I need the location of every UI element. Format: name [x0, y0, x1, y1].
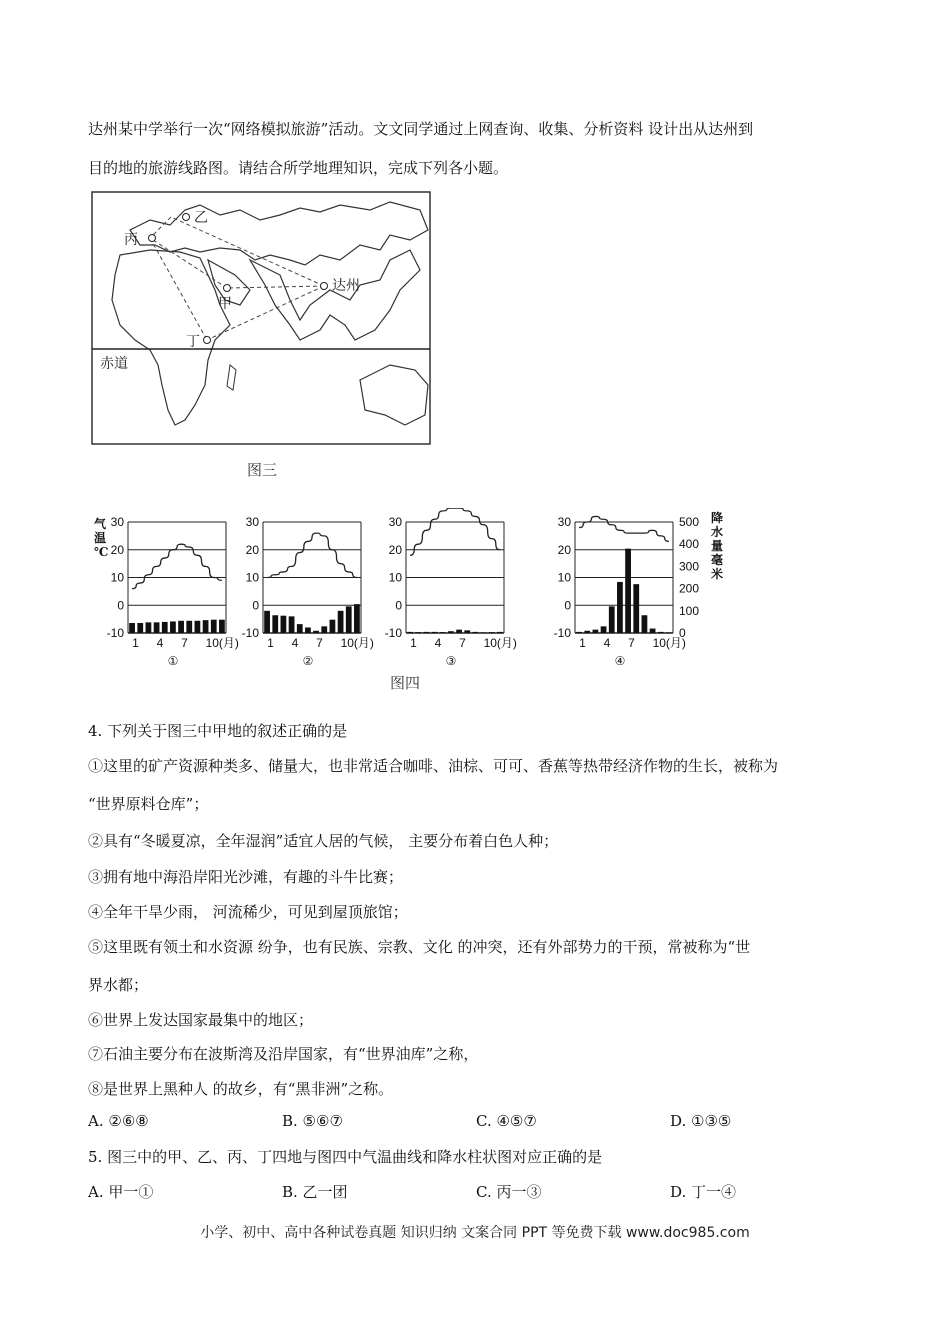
temp-tick-label: -10	[553, 626, 571, 640]
precip-bar	[211, 620, 217, 633]
precip-bar	[281, 616, 287, 633]
month-tick-label: 4	[156, 636, 164, 650]
climate-charts	[88, 508, 728, 678]
precip-bar	[456, 630, 462, 633]
point-jia	[224, 285, 231, 292]
world-map-figure	[90, 190, 432, 446]
precip-tick-label: 300	[679, 559, 700, 574]
month-tick-label: 1	[410, 636, 417, 650]
precip-bar	[642, 615, 648, 633]
q4-statement-1b: “世界原料仓库”；	[88, 795, 209, 813]
chart-number-label: ①	[167, 654, 179, 668]
precip-bar	[584, 631, 590, 633]
precip-bar	[137, 623, 143, 633]
q4-option-c[interactable]: C. ④⑤⑦	[476, 1112, 537, 1130]
precip-bar	[448, 631, 454, 633]
precip-tick-label: 200	[679, 581, 700, 596]
temp-tick-label: 0	[117, 598, 124, 613]
precip-bar	[497, 632, 503, 633]
precip-bar	[601, 626, 607, 633]
q4-statement-2: ②具有“冬暖夏凉，全年湿润”适宜人居的气候， 主要分布着白色人种；	[88, 832, 559, 850]
label-dazhou: 达州	[332, 278, 360, 294]
month-tick-label: 10(月)	[205, 636, 239, 650]
y-right-label-char: 米	[711, 567, 724, 581]
precip-bar	[305, 627, 311, 633]
month-tick-label: 7	[459, 636, 466, 650]
temp-tick-label: 20	[245, 542, 259, 557]
temp-tick-label: 30	[388, 515, 402, 529]
temp-tick-label: 30	[245, 515, 259, 529]
temp-tick-label: -10	[384, 626, 402, 640]
precip-tick-label: 400	[679, 537, 700, 552]
intro-line-2: 目的地的旅游线路图。请结合所学地理知识，完成下列各小题。	[88, 159, 509, 177]
page-footer: 小学、初中、高中各种试卷真题 知识归纳 文案合同 PPT 等免费下载 www.doc985.com	[200, 1225, 750, 1241]
month-tick-label: 4	[603, 636, 611, 650]
q5-option-a[interactable]: A. 甲一①	[88, 1183, 154, 1201]
precip-bar	[154, 622, 160, 633]
temp-tick-label: 20	[557, 542, 571, 557]
precip-bar	[424, 632, 430, 633]
y-right-label-char: 水	[711, 525, 724, 539]
precip-bar	[170, 621, 176, 633]
precip-bar	[354, 604, 360, 633]
precip-bar	[186, 621, 192, 633]
label-equator: 赤道	[100, 356, 128, 372]
temperature-curve	[132, 544, 222, 588]
point-yi	[183, 214, 190, 221]
temp-tick-label: 0	[252, 598, 259, 613]
precip-bar	[481, 632, 487, 633]
precip-bar	[473, 632, 479, 633]
precip-tick-label: 0	[679, 626, 686, 640]
y-left-label-char: ℃	[94, 545, 109, 559]
precip-bar	[289, 616, 295, 633]
label-yi: 乙	[194, 210, 208, 226]
precip-bar	[464, 630, 470, 633]
month-tick-label: 1	[267, 636, 274, 650]
precip-bar	[272, 615, 278, 633]
temp-tick-label: 0	[395, 598, 402, 613]
charts-caption: 图四	[390, 674, 421, 692]
precip-bar	[338, 611, 344, 633]
q5-option-c[interactable]: C. 丙一③	[476, 1183, 542, 1201]
precip-bar	[609, 606, 615, 633]
precip-bar	[407, 632, 413, 633]
precip-bar	[489, 632, 495, 633]
precip-bar	[195, 621, 201, 633]
q4-stem: 4. 下列关于图三中甲地的叙述正确的是	[88, 722, 348, 740]
month-tick-label: 7	[181, 636, 188, 650]
point-ding	[204, 337, 211, 344]
precip-bar	[162, 622, 168, 633]
map-caption: 图三	[247, 461, 278, 479]
y-left-label-char: 温	[94, 531, 107, 545]
precip-bar	[432, 632, 438, 633]
month-tick-label: 7	[628, 636, 635, 650]
point-dazhou	[321, 283, 328, 290]
temp-tick-label: -10	[241, 626, 259, 640]
month-tick-label: 4	[434, 636, 442, 650]
temp-tick-label: 30	[557, 515, 571, 529]
label-jia: 甲	[218, 296, 232, 312]
y-left-label-char: 气	[94, 517, 107, 531]
precip-bar	[593, 630, 599, 633]
precip-bar	[297, 624, 303, 633]
precip-bar	[146, 622, 152, 633]
precip-bar	[650, 629, 656, 633]
temp-tick-label: 10	[557, 570, 571, 585]
precip-bar	[625, 549, 631, 633]
precip-bar	[658, 632, 664, 633]
precip-bar	[617, 582, 623, 633]
precip-bar	[440, 632, 446, 633]
q4-statement-8: ⑧是世界上黑种人 的故乡，有“黑非洲”之称。	[88, 1080, 394, 1098]
precip-bar	[203, 620, 209, 633]
precip-tick-label: 500	[679, 515, 700, 529]
q5-stem: 5. 图三中的甲、乙、丙、丁四地与图四中气温曲线和降水柱状图对应正确的是	[88, 1148, 603, 1166]
q4-statement-5a: ⑤这里既有领土和水资源 纷争，也有民族、宗教、文化 的冲突，还有外部势力的干预，常被称为“世	[88, 938, 751, 956]
temp-tick-label: 0	[564, 598, 571, 613]
q5-option-b[interactable]: B. 乙一团	[282, 1183, 348, 1201]
chart-number-label: ②	[302, 654, 314, 668]
precip-bar	[633, 584, 639, 633]
precip-bar	[666, 632, 672, 633]
temp-tick-label: 10	[388, 570, 402, 585]
q4-statement-7: ⑦石油主要分布在波斯湾及沿岸国家，有“世界油库”之称，	[88, 1045, 479, 1063]
precip-bar	[129, 623, 135, 633]
temperature-curve	[267, 533, 357, 577]
temp-tick-label: 20	[388, 542, 402, 557]
temp-tick-label: 20	[110, 542, 124, 557]
y-right-label-char: 量	[711, 539, 724, 553]
chart-number-label: ④	[614, 654, 626, 668]
month-tick-label: 1	[579, 636, 586, 650]
month-tick-label: 10(月)	[340, 636, 374, 650]
label-ding: 丁	[186, 334, 200, 350]
month-tick-label: 10(月)	[483, 636, 517, 650]
q4-statement-3: ③拥有地中海沿岸阳光沙滩，有趣的斗牛比赛；	[88, 868, 404, 886]
q4-option-a[interactable]: A. ②⑥⑧	[88, 1112, 149, 1130]
y-right-label-char: 降	[711, 511, 724, 525]
intro-line-1: 达州某中学举行一次“网络模拟旅游”活动。文文同学通过上网查询、收集、分析资料 设计出从达州到	[88, 120, 754, 138]
precip-bar	[178, 621, 184, 633]
month-tick-label: 4	[291, 636, 299, 650]
chart-number-label: ③	[445, 654, 457, 668]
precip-bar	[313, 631, 319, 633]
q4-statement-5b: 界水都；	[88, 976, 149, 994]
precip-bar	[330, 620, 336, 633]
point-bing	[149, 235, 156, 242]
y-right-label-char: 毫	[711, 553, 724, 567]
temp-tick-label: 10	[245, 570, 259, 585]
q5-option-d[interactable]: D. 丁一④	[670, 1183, 737, 1201]
temperature-curve	[579, 516, 669, 541]
month-tick-label: 1	[132, 636, 139, 650]
label-bing: 丙	[124, 232, 138, 248]
temp-tick-label: -10	[106, 626, 124, 640]
month-tick-label: 10(月)	[652, 636, 686, 650]
q4-option-b[interactable]: B. ⑤⑥⑦	[282, 1112, 343, 1130]
precip-tick-label: 100	[679, 603, 700, 618]
q4-statement-4: ④全年干旱少雨， 河流稀少，可见到屋顶旅馆；	[88, 903, 408, 921]
temperature-curve	[410, 508, 500, 555]
precip-bar	[415, 632, 421, 633]
precip-bar	[264, 611, 270, 633]
temp-tick-label: 10	[110, 570, 124, 585]
q4-statement-6: ⑥世界上发达国家最集中的地区；	[88, 1011, 314, 1029]
q4-option-d[interactable]: D. ①③⑤	[670, 1112, 732, 1130]
precip-bar	[346, 606, 352, 633]
q4-statement-1a: ①这里的矿产资源种类多、储量大，也非常适合咖啡、油棕、可可、香蕉等热带经济作物的生长，被称为	[88, 757, 779, 775]
temp-tick-label: 30	[110, 515, 124, 529]
precip-bar	[576, 632, 582, 633]
precip-bar	[219, 620, 225, 633]
month-tick-label: 7	[316, 636, 323, 650]
precip-bar	[321, 626, 327, 633]
